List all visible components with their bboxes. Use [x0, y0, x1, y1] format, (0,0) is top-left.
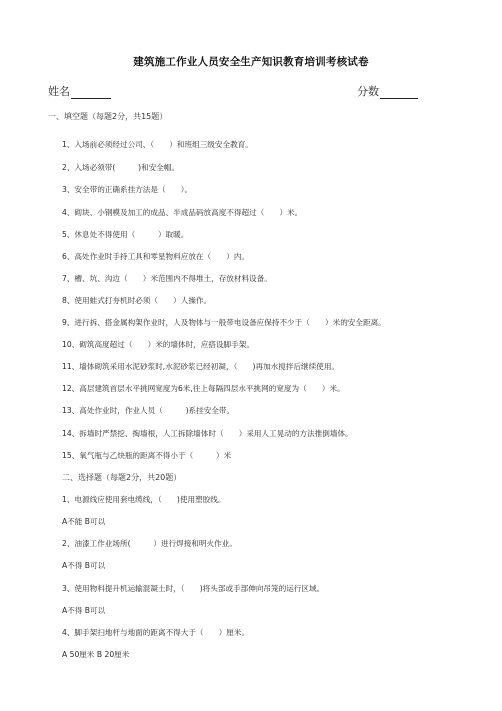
question-item: 15、氧气瓶与乙炔瓶的距离不得小于（ ）米	[62, 451, 232, 460]
section-heading-fill-in: 一、填空题（每题2分，共15题）	[48, 112, 168, 121]
question-item: 7、槽、坑、沟边（ ）米范围内不得堆土，存放材料设备。	[62, 274, 272, 283]
question-item: 13、高处作业时，作业人员（ )系挂安全带。	[62, 406, 235, 415]
score-label: 分数	[357, 85, 379, 98]
question-item: 11、墙体砌筑采用水泥砂浆时,水泥砂浆已经初凝，（ )再加水搅拌后继续使用。	[62, 362, 340, 371]
question-item: 10、砌筑高度超过（ ）米的墙体时，应搭设脚手架。	[62, 340, 254, 349]
choice-options: A不得 B可以	[62, 606, 106, 615]
question-item: 6、高处作业时手持工具和零星物料应放在（ ）内。	[62, 252, 250, 261]
section-heading-multiple-choice: 二、选择题（每题2分，共20题）	[62, 473, 182, 482]
name-label: 姓名	[48, 85, 70, 98]
question-item: 12、高层建筑首层水平挑网宽度为6米,往上每隔四层水平挑网的宽度为（ ）米。	[62, 384, 345, 393]
choice-question: 1、电源线应使用套电缆线，（ )使用塑胶线。	[62, 495, 226, 504]
name-field	[48, 83, 111, 99]
question-item: 14、拆墙时严禁挖、掏墙根，人工拆除墙体时（ ）采用人工晃动的方法推倒墙体。	[62, 429, 353, 438]
choice-options: A 50厘米 B 20厘米	[62, 650, 130, 659]
choice-question: 4、脚手架扫地杆与地面的距离不得大于（ ）厘米。	[62, 628, 250, 637]
question-item: 8、使用蛙式打夯机时必须（ ）人操作。	[62, 296, 212, 305]
question-item: 9、进行拆、搭金属构架作业时，人及物体与一般带电设备应保持不少于（ ）米的安全距离。	[62, 318, 386, 327]
question-item: 5、休息处不得使用（ ）取暖。	[62, 230, 189, 239]
page-title: 建筑施工作业人员安全生产知识教育培训考核试卷	[133, 56, 369, 68]
choice-options: A不得 B可以	[62, 561, 106, 570]
question-item: 4、砌块、小钢模及加工的成品、半成品码放高度不得超过（ ）米。	[62, 208, 303, 217]
name-blank-line[interactable]	[71, 88, 111, 99]
choice-question: 3、使用物料提升机运输混凝土时，（ )将头部或手部伸向吊笼的运行区域。	[62, 584, 325, 593]
choice-options: A不能 B可以	[62, 517, 106, 526]
question-item: 2、入场必须带( )和安全帽。	[62, 163, 180, 172]
choice-question: 2、油漆工作业场所( ）进行焊接和明火作业。	[62, 539, 237, 548]
score-blank-line[interactable]	[380, 88, 418, 99]
score-field	[357, 83, 418, 99]
question-item: 3、安全带的正确系挂方法是（ ）。	[62, 185, 193, 194]
question-item: 1、入场前必须经过公司、（ ）和班组三级安全教育。	[62, 140, 253, 149]
